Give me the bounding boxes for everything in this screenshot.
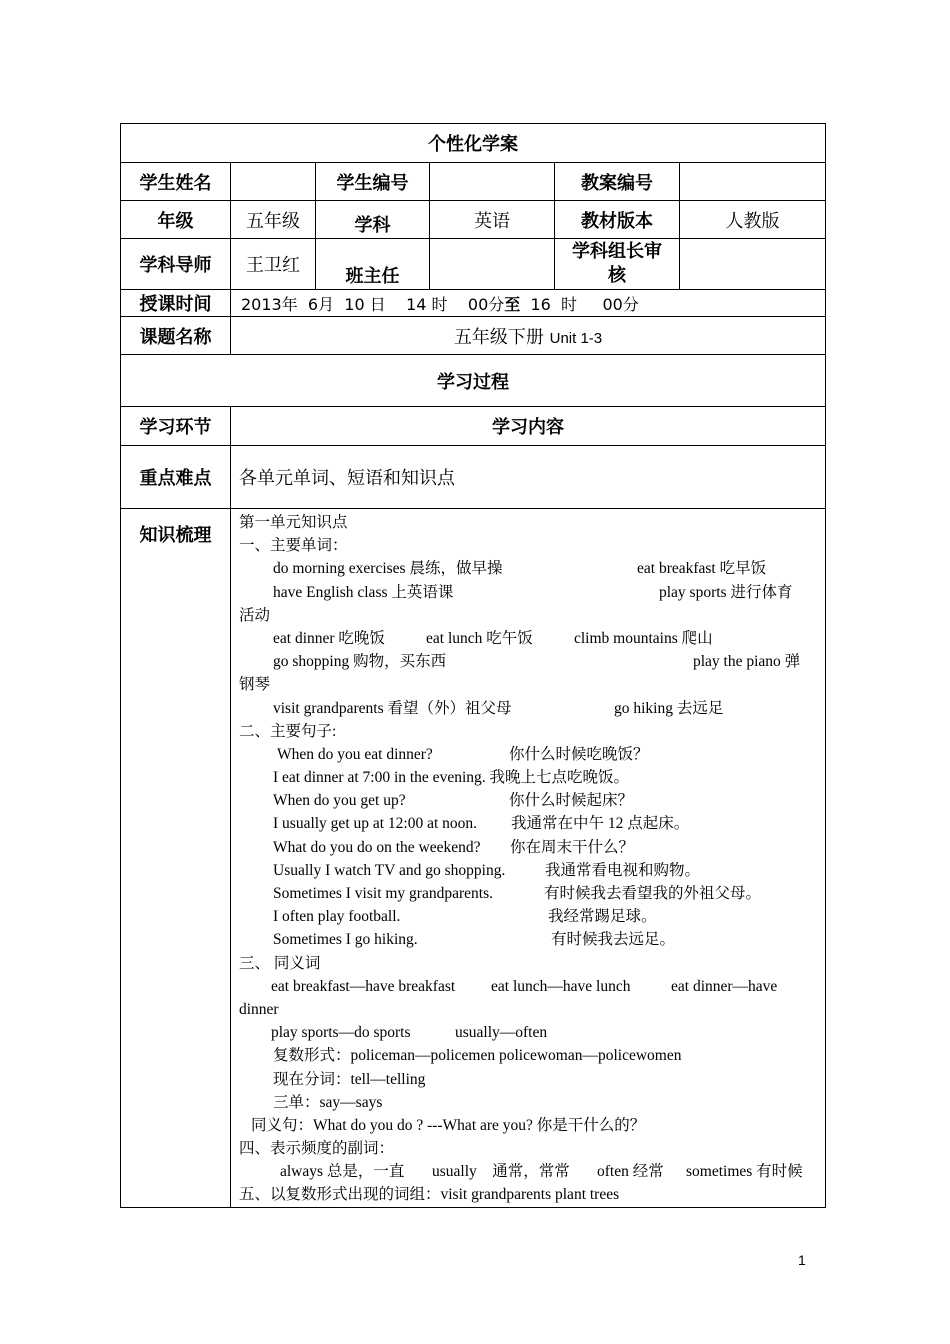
head-teacher-value xyxy=(430,239,555,290)
sentence-5b: 你在周末干什么？ xyxy=(510,838,635,856)
sentence-9a: Sometimes I go hiking. xyxy=(273,931,418,949)
subject-label: 学科 xyxy=(316,201,430,239)
sentence-line-7 xyxy=(239,882,817,905)
sentence-8a: I often play football. xyxy=(273,908,401,926)
textbook-value: 人教版 xyxy=(680,201,826,239)
student-name-value xyxy=(231,163,316,201)
time-year-unit: 年 xyxy=(281,294,298,314)
sentence-8b: 我经常踢足球。 xyxy=(548,908,657,926)
textbook-label: 教材版本 xyxy=(555,201,680,239)
synonym-line-2 xyxy=(239,1021,817,1044)
sentence-line-8 xyxy=(239,905,817,928)
grade-value: 五年级 xyxy=(231,201,316,239)
word-4a: go shopping 购物，买东西 xyxy=(273,653,447,671)
unit-title: 第一单元知识点 xyxy=(239,514,348,531)
subject-value: 英语 xyxy=(430,201,555,239)
sentence-7a: Sometimes I visit my grandparents. xyxy=(273,885,493,902)
third-person: 三单：say—says xyxy=(273,1093,383,1111)
word-line-5 xyxy=(239,697,817,720)
sentence-line-3 xyxy=(239,789,817,812)
time-start-hour: 14 xyxy=(406,294,427,314)
word-3a: eat dinner 吃晚饭 xyxy=(273,629,385,647)
time-year: 2013 xyxy=(241,294,282,314)
time-day-unit: 日 xyxy=(369,294,386,314)
time-month: 6 xyxy=(307,294,319,314)
time-day: 10 xyxy=(344,294,365,314)
word-5b: go hiking 去远足 xyxy=(614,699,724,717)
sentence-3a: When do you get up? xyxy=(273,792,406,810)
synonym-2b: usually—often xyxy=(455,1024,548,1042)
page-title: 个性化学案 xyxy=(121,124,826,163)
sentences-title: 二、主要句子: xyxy=(239,722,337,740)
word-line-1 xyxy=(239,557,817,580)
word-2c: 活动 xyxy=(239,606,271,624)
sentence-4b: 我通常在中午 12 点起床。 xyxy=(511,815,690,833)
topic-label: 课题名称 xyxy=(121,317,231,355)
reviewer-value xyxy=(680,239,826,290)
review-content xyxy=(231,509,826,1208)
topic-value-en: Unit 1-3 xyxy=(549,329,603,347)
time-hour-unit: 时 xyxy=(431,294,448,314)
process-heading: 学习过程 xyxy=(121,355,826,407)
sentence-7b: 有时候我去看望我的外祖父母。 xyxy=(544,885,762,902)
time-min-unit: 分 xyxy=(488,294,505,314)
synonym-1d: dinner xyxy=(239,1000,279,1018)
time-end-min-unit: 分 xyxy=(622,294,639,314)
time-label: 授课时间 xyxy=(121,290,231,317)
sentence-line-6 xyxy=(239,859,817,882)
sentence-line-9 xyxy=(239,928,817,951)
page-number: 1 xyxy=(798,1252,806,1268)
study-plan-table xyxy=(120,123,826,1208)
time-end-hour-unit: 时 xyxy=(561,294,578,314)
frequency-2: usually 通常，常常 xyxy=(432,1163,570,1181)
time-start-min: 00 xyxy=(467,294,489,314)
same-meaning-sentence: 同义句：What do you do ? ---What are you? 你是干什么的？ xyxy=(251,1116,646,1134)
word-line-3 xyxy=(239,627,817,650)
sentence-5a: What do you do on the weekend? xyxy=(273,838,481,856)
synonym-1b: eat lunch—have lunch xyxy=(491,977,631,995)
time-month-unit: 月 xyxy=(318,294,335,314)
content-label: 学习内容 xyxy=(231,407,826,446)
sentence-6a: Usually I watch TV and go shopping. xyxy=(273,861,506,879)
frequency-4: sometimes 有时候 xyxy=(686,1163,803,1181)
frequency-title: 四、表示频度的副词： xyxy=(239,1140,395,1158)
head-teacher-label: 班主任 xyxy=(316,239,430,290)
sentence-line-5 xyxy=(239,836,817,859)
plan-id-label: 教案编号 xyxy=(555,163,680,201)
word-2a: have English class 上英语课 xyxy=(273,583,454,601)
sentence-1b: 你什么时候吃晚饭？ xyxy=(509,745,649,763)
sentence-line-1 xyxy=(239,743,817,766)
tutor-value: 王卫红 xyxy=(231,239,316,290)
grade-label: 年级 xyxy=(121,201,231,239)
plan-id-value xyxy=(680,163,826,201)
tutor-label: 学科导师 xyxy=(121,239,231,290)
sentence-2: I eat dinner at 7:00 in the evening. 我晚上七点吃晚饭。 xyxy=(273,769,630,787)
synonym-1a: eat breakfast—have breakfast xyxy=(271,977,456,995)
synonym-1c: eat dinner—have xyxy=(671,977,778,995)
frequency-1: always 总是，一直 xyxy=(280,1163,405,1181)
student-id-value xyxy=(430,163,555,201)
synonym-2a: play sports—do sports xyxy=(271,1024,411,1042)
synonyms-title: 三、 同义词 xyxy=(239,954,321,972)
word-4b: play the piano 弹 xyxy=(693,653,801,671)
frequency-line xyxy=(239,1160,817,1183)
sentence-1a: When do you eat dinner? xyxy=(277,745,433,763)
present-participle: 现在分词：tell—telling xyxy=(273,1070,426,1088)
sentence-4a: I usually get up at 12:00 at noon. xyxy=(273,815,478,833)
word-2b: play sports 进行体育 xyxy=(659,583,793,601)
key-points-value: 各单元单词、短语和知识点 xyxy=(231,446,826,509)
sentence-6b: 我通常看电视和购物。 xyxy=(545,861,701,879)
word-line-4 xyxy=(239,650,817,673)
topic-value-cn: 五年级下册 xyxy=(453,326,544,348)
frequency-3: often 经常 xyxy=(597,1163,664,1181)
word-1a: do morning exercises 晨练，做早操 xyxy=(273,560,503,578)
student-id-label: 学生编号 xyxy=(316,163,430,201)
sentence-3b: 你什么时候起床？ xyxy=(509,792,634,810)
word-5a: visit grandparents 看望（外）祖父母 xyxy=(273,699,512,717)
word-3b: eat lunch 吃午饭 xyxy=(426,629,533,647)
topic-value xyxy=(231,317,826,355)
time-to: 至 xyxy=(504,294,521,314)
sentence-9b: 有时候我去远足。 xyxy=(551,931,676,949)
word-4c: 钢琴 xyxy=(239,676,271,694)
class-time xyxy=(231,290,826,317)
review-label: 知识梳理 xyxy=(121,509,231,1208)
plural-forms: 复数形式：policeman—policemen policewoman—policewomen xyxy=(273,1047,682,1065)
key-points-label: 重点难点 xyxy=(121,446,231,509)
time-end-hour: 16 xyxy=(530,294,551,314)
sentence-line-4 xyxy=(239,812,817,835)
time-end-min: 00 xyxy=(602,294,623,314)
stage-label: 学习环节 xyxy=(121,407,231,446)
reviewer-label: 学科组长审核 xyxy=(555,239,680,290)
student-name-label: 学生姓名 xyxy=(121,163,231,201)
plural-phrases-title: 五、以复数形式出现的词组：visit grandparents plant trees xyxy=(239,1186,620,1204)
words-title: 一、主要单词： xyxy=(239,537,348,555)
word-1b: eat breakfast 吃早饭 xyxy=(637,560,767,578)
word-line-2 xyxy=(239,581,817,604)
synonym-line-1 xyxy=(239,975,817,998)
word-3c: climb mountains 爬山 xyxy=(574,629,713,647)
